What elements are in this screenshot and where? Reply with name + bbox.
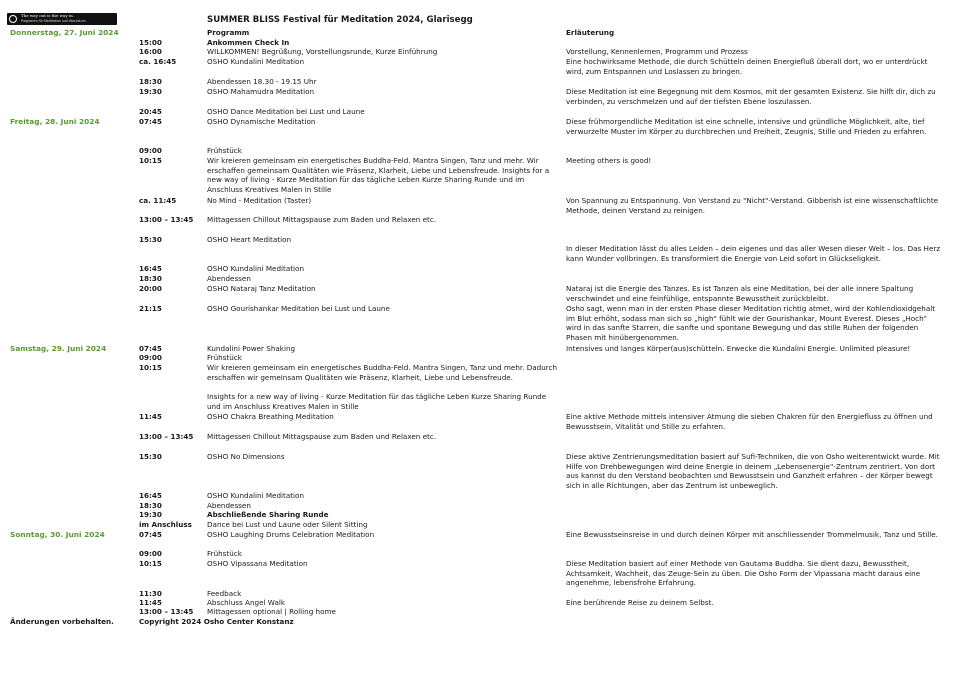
- schedule-program: OSHO Laughing Drums Celebration Meditation: [207, 530, 375, 539]
- schedule-time: 15:00: [139, 38, 162, 47]
- schedule-explanation: Diese frühmorgendliche Meditation ist eine schnelle, intensive und gründliche Möglichkeit, alte, tief verwurzelte Muster im Körper zu durchbrechen und Freiheit, Zeugnis, Stille und Frieden zu erfahren.: [566, 117, 927, 136]
- schedule-program: OSHO Gourishankar Meditation bei Lust und Laune: [207, 304, 390, 313]
- schedule-time: 09:00: [139, 146, 162, 155]
- schedule-program: Kundalini Power Shaking: [207, 344, 296, 353]
- schedule-program: Abendessen: [207, 274, 251, 283]
- schedule-program: OSHO Vipassana Meditation: [207, 559, 308, 568]
- schedule-time: 18:30: [139, 77, 162, 86]
- schedule-time: 20:00: [139, 284, 162, 293]
- schedule-program: Mittagessen optional | Rolling home: [207, 607, 336, 616]
- schedule-explanation: Diese aktive Zentrierungsmeditation basiert auf Sufi-Techniken, die von Osho weiterentwickt wurde. Mit Hilfe von Drehbewegungen wird deine Energie in deinem „Lebensenergie"-Zentrum zentriert. Von dort aus kannst du den Verstand beobachten und Bewusstsein und Ganzheit erfahren – der Körper bewegt sich in alle Richtungen, aber das Zentrum ist unbeweglich.: [566, 452, 940, 491]
- schedule-time: 13:00 – 13:45: [139, 215, 194, 224]
- schedule-program: OSHO Heart Meditation: [207, 235, 292, 244]
- column-header-program: Programm: [207, 28, 250, 37]
- schedule-time: 07:45: [139, 530, 162, 539]
- schedule-program: Feedback: [207, 589, 242, 598]
- osho-logo: [7, 13, 117, 25]
- schedule-explanation: Meeting others is good!: [566, 156, 652, 165]
- schedule-time: 13:00 – 13:45: [139, 432, 194, 441]
- schedule-program: Abschluss Angel Walk: [207, 598, 286, 607]
- day-label-sunday: Sonntag, 30. Juni 2024: [10, 530, 105, 539]
- schedule-program: OSHO Dance Meditation bei Lust und Laune: [207, 107, 365, 116]
- schedule-program: Abschließende Sharing Runde: [207, 510, 329, 519]
- day-label-saturday: Samstag, 29. Juni 2024: [10, 344, 107, 353]
- schedule-program: Frühstück: [207, 353, 242, 362]
- schedule-time: 09:00: [139, 549, 162, 558]
- schedule-program: Frühstück: [207, 549, 242, 558]
- schedule-time: 10:15: [139, 559, 162, 568]
- schedule-program: Dance bei Lust und Laune oder Silent Sitting: [207, 520, 368, 529]
- schedule-program: Frühstück: [207, 146, 242, 155]
- schedule-program: OSHO Dynamische Meditation: [207, 117, 316, 126]
- schedule-time: 07:45: [139, 344, 162, 353]
- schedule-time: 11:45: [139, 598, 162, 607]
- schedule-program: Ankommen Check In: [207, 38, 290, 47]
- schedule-time: ca. 16:45: [139, 57, 177, 66]
- schedule-explanation: In dieser Meditation lässt du alles Leiden – dein eigenes und das aller Wesen dieser Welt – los. Das Herz kann Wunder vollbringen. Es transformiert die Energie von Leid sofort in Glückseligkeit.: [566, 244, 941, 263]
- schedule-time: 16:00: [139, 47, 162, 56]
- page-title: SUMMER BLISS Festival für Meditation 2024, Glarisegg: [207, 15, 473, 25]
- schedule-explanation: Eine aktive Methode mittels intensiver Atmung die sieben Chakren für den Energiefluss zu öffnen und Bewusstsein, Vitalität und Stille zu erfahren.: [566, 412, 933, 431]
- schedule-time: ca. 11:45: [139, 196, 177, 205]
- schedule-explanation: Intensives und langes Körper(aus)schütteln. Erwecke die Kundalini Energie. Unlimited pleasure!: [566, 344, 911, 353]
- schedule-program: Wir kreieren gemeinsam ein energetisches Buddha-Feld. Mantra Singen, Tanz und mehr. Dadurch erschaffen wir gemeinsam Qualitäten wie Präsenz, Klarheit, Liebe und Lebensfreude.: [207, 363, 558, 382]
- schedule-explanation: Eine hochwirksame Methode, die durch Schütteln deinen Energiefluß überall dort, wo er unterdrückt wird, zum Entspannen und Loslassen zu bringen.: [566, 57, 928, 76]
- day-label-friday: Freitag, 28. Juni 2024: [10, 117, 100, 126]
- schedule-time: 11:30: [139, 589, 162, 598]
- schedule-explanation: Osho sagt, wenn man in der ersten Phase dieser Meditation richtig atmet, wird der Kohlendioxidgehalt im Blut erhöht, sodass man sich so „high" fühlt wie der Gourishankar, Mount Everest. Dieses „Hoch" wird in das sanfte Starren, die sanfte und spontane Bewegung und das stille Ruhen der folgenden Phasen mit hinübergenommen.: [566, 304, 936, 343]
- schedule-program: WILLKOMMEN! Begrüßung, Vorstellungsrunde, Kurze Einführung: [207, 47, 438, 56]
- schedule-program: OSHO Nataraj Tanz Meditation: [207, 284, 316, 293]
- schedule-time: 13:00 – 13:45: [139, 607, 194, 616]
- schedule-time: 09:00: [139, 353, 162, 362]
- schedule-time: im Anschluss: [139, 520, 192, 529]
- day-label-thursday: Donnerstag, 27. Juni 2024: [10, 28, 119, 37]
- schedule-time: 11:45: [139, 412, 162, 421]
- schedule-explanation: Nataraj ist die Energie des Tanzes. Es ist Tanzen als eine Meditation, bei der alle innere Spaltung verschwindet und eine feinfühlige, entspannte Bewusstheit zurückbleibt.: [566, 284, 914, 303]
- schedule-program: Mittagessen Chillout Mittagspause zum Baden und Relaxen etc.: [207, 432, 437, 441]
- schedule-time: 21:15: [139, 304, 162, 313]
- logo-line1: The way out is the way in.: [21, 13, 74, 18]
- schedule-program-extra: Insights for a new way of living - Kurze Meditation für das tägliche Leben Kurze Sharing Runde und im Anschluss Kreatives Malen in Stille: [207, 392, 547, 411]
- schedule-program: Abendessen: [207, 501, 251, 510]
- schedule-time: 19:30: [139, 87, 162, 96]
- schedule-program: OSHO Kundalini Meditation: [207, 264, 305, 273]
- column-header-explanation: Erläuterung: [566, 28, 615, 37]
- schedule-program: No Mind - Meditation (Taster): [207, 196, 312, 205]
- changes-notice: Änderungen vorbehalten.: [10, 617, 114, 626]
- schedule-program: Mittagessen Chillout Mittagspause zum Baden und Relaxen etc.: [207, 215, 437, 224]
- schedule-explanation: Vorstellung, Kennenlernen, Programm und Prozess: [566, 47, 748, 56]
- schedule-time: 10:15: [139, 156, 162, 165]
- schedule-explanation: Von Spannung zu Entspannung. Von Verstand zu "Nicht"-Verstand. Gibberish ist eine wissenschaftlichte Methode, deinen Verstand zu reinigen.: [566, 196, 939, 215]
- schedule-time: 10:15: [139, 363, 162, 372]
- schedule-time: 16:45: [139, 264, 162, 273]
- schedule-program: Abendessen 18.30 - 19.15 Uhr: [207, 77, 317, 86]
- schedule-time: 19:30: [139, 510, 162, 519]
- schedule-program: OSHO Mahamudra Meditation: [207, 87, 315, 96]
- schedule-time: 20:45: [139, 107, 162, 116]
- schedule-time: 18:30: [139, 501, 162, 510]
- schedule-time: 15:30: [139, 235, 162, 244]
- schedule-program: OSHO Kundalini Meditation: [207, 57, 305, 66]
- copyright: Copyright 2024 Osho Center Konstanz: [139, 617, 294, 626]
- schedule-time: 15:30: [139, 452, 162, 461]
- schedule-time: 16:45: [139, 491, 162, 500]
- logo-circle-icon: [9, 15, 17, 23]
- schedule-time: 18:30: [139, 274, 162, 283]
- schedule-program: OSHO Kundalini Meditation: [207, 491, 305, 500]
- schedule-explanation: Eine berührende Reise zu deinem Selbst.: [566, 598, 714, 607]
- schedule-explanation: Diese Meditation basiert auf einer Methode von Gautama Buddha. Sie dient dazu, Bewusstheit, Achtsamkeit, Wachheit, das Zeuge-Sein zu üben. Die Osho Form der Vipassana macht daraus eine angenehme, lebensfrohe Erfahrung.: [566, 559, 921, 588]
- schedule-explanation: Diese Meditation ist eine Begegnung mit dem Kosmos, mit der gesamten Existenz. Sie hilft dir, dich zu verbinden, zu verschmelzen und auf der tiefsten Ebene loszulassen.: [566, 87, 936, 106]
- logo-line2: Programm für Meditation und Wachstum: [21, 19, 86, 23]
- schedule-program: OSHO Chakra Breathing Meditation: [207, 412, 334, 421]
- schedule-program: OSHO No Dimensions: [207, 452, 285, 461]
- schedule-time: 07:45: [139, 117, 162, 126]
- schedule-program: Wir kreieren gemeinsam ein energetisches Buddha-Feld. Mantra Singen, Tanz und mehr. Wir erschaffen gemeinsam Qualitäten wie Präsenz, Klarheit, Liebe und Lebensfreude. Insights for a new way of living - Kurze Meditation für das tägliche Leben Kurze Sharing Runde und im Anschluss Kreatives Malen in Stille: [207, 156, 550, 195]
- schedule-explanation: Eine Bewusstseinsreise in und durch deinen Körper mit anschliessender Trommelmusik, Tanz und Stille.: [566, 530, 938, 539]
